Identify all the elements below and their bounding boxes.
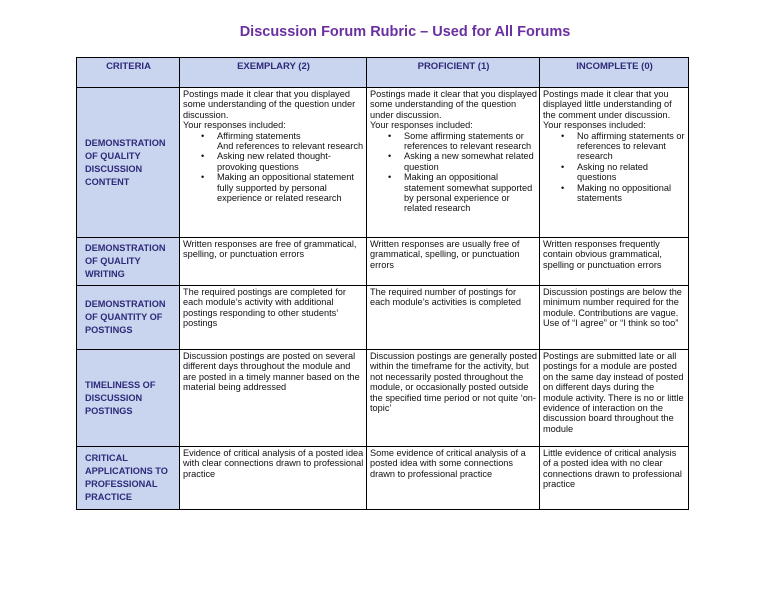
cell-lead: Your responses included: <box>370 120 473 131</box>
incomplete-cell: Postings are submitted late or all postings for a module are posted on the same day instead of posted on different days during the module activity. There is no or little evidence of interaction on the discussion board throughout the module <box>540 350 689 447</box>
list-item: • Making an oppositional statement somewhat supported by personal experience or related research <box>404 172 537 214</box>
criteria-cell: DEMONSTRATION OF QUALITY WRITING <box>77 238 180 286</box>
list-item: • Asking no related questions <box>577 162 686 183</box>
header-row <box>77 58 689 88</box>
table-row <box>77 286 689 350</box>
proficient-cell: Discussion postings are generally posted within the timeframe for the activity, but not necessarily posted throughout the module, or occasionally posted outside the specified time period or not quite ‘on-topic’ <box>367 350 540 447</box>
cell-list <box>543 131 686 204</box>
proficient-cell: Some evidence of critical analysis of a posted idea with some connections drawn to professional practice <box>367 447 540 510</box>
exemplary-cell: Evidence of critical analysis of a posted idea with clear connections drawn to professional practice <box>180 447 367 510</box>
exemplary-cell: Written responses are free of grammatical, spelling, or punctuation errors <box>180 238 367 286</box>
list-item: • No affirming statements or references to relevant research <box>577 131 686 162</box>
criteria-cell: DEMONSTRATION OF QUANTITY OF POSTINGS <box>77 286 180 350</box>
cell-list <box>183 131 364 141</box>
header-criteria: CRITERIA <box>77 58 180 88</box>
list-item: • Asking a new somewhat related question <box>404 151 537 172</box>
list-item: • Asking new related thought-provoking questions <box>217 151 364 172</box>
criteria-cell: DEMONSTRATION OF QUALITY DISCUSSION CONTENT <box>77 88 180 238</box>
incomplete-cell: Written responses frequently contain obvious grammatical, spelling or punctuation errors <box>540 238 689 286</box>
list-item: • Some affirming statements or references to relevant research <box>404 131 537 152</box>
proficient-cell <box>367 88 540 238</box>
proficient-cell: Written responses are usually free of grammatical, spelling, or punctuation errors <box>367 238 540 286</box>
cell-list <box>370 131 537 214</box>
list-item: • Affirming statements <box>217 131 364 141</box>
exemplary-cell: The required postings are completed for each module’s activity with additional postings responding to other students’ postings <box>180 286 367 350</box>
cell-lead: Your responses included: <box>183 120 286 131</box>
cell-note: Use of “I agree” or “I think so too” <box>543 318 679 329</box>
header-incomplete: INCOMPLETE (0) <box>540 58 689 88</box>
header-exemplary: EXEMPLARY (2) <box>180 58 367 88</box>
table-row <box>77 88 689 238</box>
cell-list <box>183 151 364 203</box>
cell-text: Discussion postings are below the minimum number required for the module. Contributions are vague. <box>543 287 682 318</box>
list-item: • Making an oppositional statement fully supported by personal experience or related research <box>217 172 364 203</box>
table-row <box>77 350 689 447</box>
cell-lead: Your responses included: <box>543 120 646 131</box>
header-proficient: PROFICIENT (1) <box>367 58 540 88</box>
criteria-cell: CRITICAL APPLICATIONS TO PROFESSIONAL PRACTICE <box>77 447 180 510</box>
cell-intro: Postings made it clear that you displayed little understanding of the comment under discussion. <box>543 89 672 120</box>
exemplary-cell: Discussion postings are posted on several different days throughout the module and are posted in a timely manner based on the material being addressed <box>180 350 367 447</box>
incomplete-cell: Little evidence of critical analysis of a posted idea with no clear connections drawn to professional practice <box>540 447 689 510</box>
cell-sub-note: And references to relevant research <box>217 141 364 152</box>
criteria-cell: TIMELINESS OF DISCUSSION POSTINGS <box>77 350 180 447</box>
proficient-cell: The required number of postings for each module’s activities is completed <box>367 286 540 350</box>
table-row <box>77 447 689 510</box>
exemplary-cell <box>180 88 367 238</box>
table-row <box>77 238 689 286</box>
rubric-table <box>76 57 689 510</box>
page-title: Discussion Forum Rubric – Used for All Forums <box>239 24 571 40</box>
incomplete-cell <box>540 88 689 238</box>
list-item: • Making no oppositional statements <box>577 183 686 204</box>
cell-intro: Postings made it clear that you displayed some understanding of the question under discussion. <box>183 89 356 120</box>
cell-intro: Postings made it clear that you displayed some understanding of the question under discussion. <box>370 89 537 120</box>
incomplete-cell <box>540 286 689 350</box>
